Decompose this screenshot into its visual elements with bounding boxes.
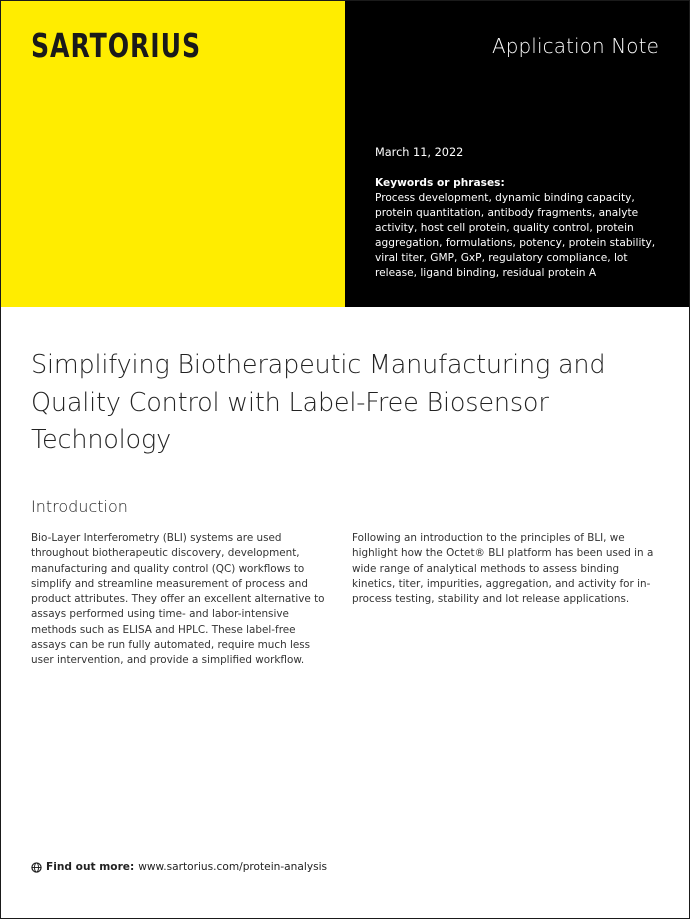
footer-label: Find out more: xyxy=(46,861,135,873)
intro-paragraph-left: Bio-Layer Interferometry (BLI) systems are used throughout biotherapeutic discovery, development, manufacturing and quality control (QC) workflows to simplify and streamline measurement of process and product attributes. They offer an excellent alternative to assays performed using time- and labor-intensive methods such as ELISA and HPLC. These label-free assays can be run fully automated, require much less user intervention, and provide a simplified workflow. xyxy=(31,532,325,667)
svg-text:SARTORIUS: SARTORIUS xyxy=(31,26,201,65)
introduction-heading: Introduction xyxy=(31,497,128,516)
keywords-list: Process development, dynamic binding capacity, protein quantitation, antibody fragments, analyte activity, host cell protein, quality control, protein aggregation, formulations, potency, protein stability, viral titer, GMP, GxP, regulatory compliance, lot release, ligand binding, residual protein A xyxy=(375,192,656,280)
globe-icon xyxy=(31,862,42,873)
footer-url[interactable]: www.sartorius.com/protein-analysis xyxy=(138,861,328,873)
publication-date: March 11, 2022 xyxy=(375,146,464,159)
footer-link[interactable] xyxy=(31,861,327,873)
header-black-panel xyxy=(345,1,689,307)
intro-paragraph-right: Following an introduction to the principles of BLI, we highlight how the Octet® BLI platform has been used in a wide range of analytical methods to assess binding kinetics, titer, impurities, aggregation, and activity for in-process testing, stability and lot release applications. xyxy=(352,532,654,606)
document-type: Application Note xyxy=(491,34,659,58)
header-yellow-panel xyxy=(1,1,345,307)
sartorius-logo xyxy=(31,27,203,63)
document-title: Simplifying Biotherapeutic Manufacturing and Quality Control with Label-Free Biosensor Technology xyxy=(31,350,606,455)
keywords-heading: Keywords or phrases: xyxy=(375,177,505,189)
